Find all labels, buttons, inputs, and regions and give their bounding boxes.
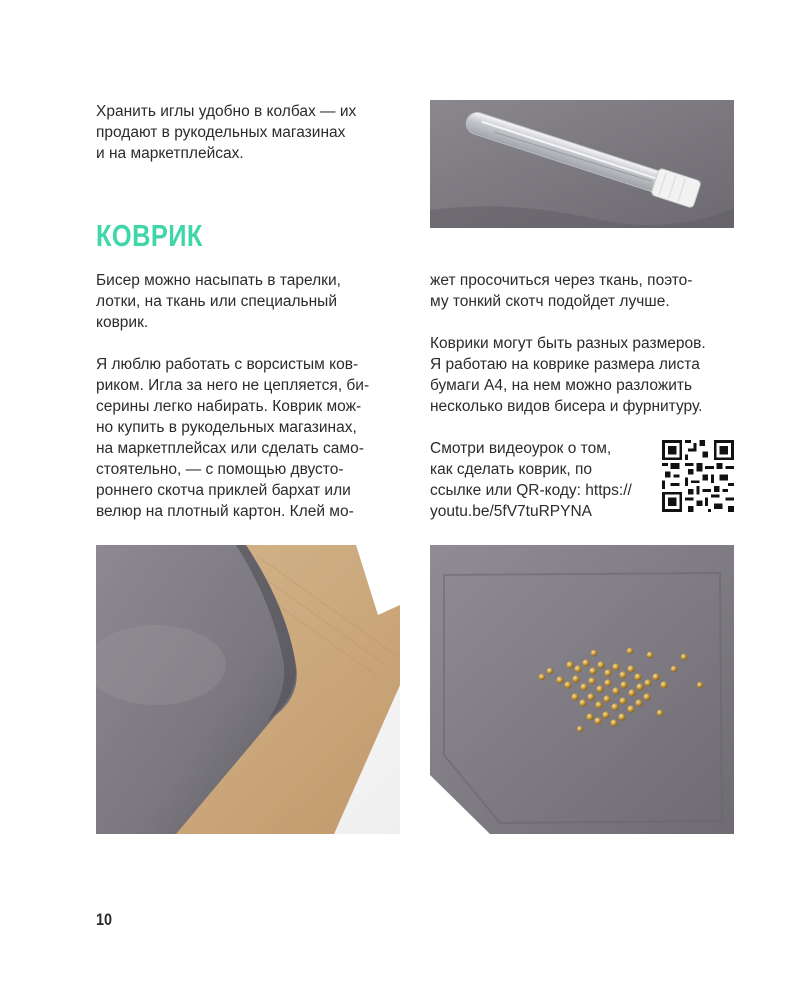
text-line: велюр на плотный картон. Клей мо- bbox=[96, 503, 354, 520]
left-column-text bbox=[96, 270, 369, 522]
text-line: бумаги А4, на нем можно разложить bbox=[430, 377, 693, 394]
text-line: му тонкий скотч подойдет лучше. bbox=[430, 293, 670, 310]
text-line: лотки, на ткань или специальный bbox=[96, 293, 337, 310]
text-line: Бисер можно насыпать в тарелки, bbox=[96, 272, 341, 289]
text-line: как сделать коврик, по bbox=[430, 461, 593, 478]
text-line: ссылке или QR-коду: https:// bbox=[430, 482, 632, 499]
text-line: серины легко набирать. Коврик мож- bbox=[96, 398, 362, 415]
video-link[interactable]: youtu.be/5fV7tuRPYNA bbox=[430, 503, 592, 520]
needle-tube-photo bbox=[430, 100, 734, 228]
text-line: на маркетплейсах или сделать само- bbox=[96, 440, 364, 457]
text-line: роннего скотча приклей бархат или bbox=[96, 482, 351, 499]
text-line: Хранить иглы удобно в колбах — их bbox=[96, 103, 357, 120]
text-line: Коврики могут быть разных размеров. bbox=[430, 335, 706, 352]
text-line: риком. Игла за него не цепляется, би- bbox=[96, 377, 370, 394]
text-line: жет просочиться через ткань, поэто- bbox=[430, 272, 693, 289]
text-line: Смотри видеоурок о том, bbox=[430, 440, 612, 457]
text-line: и на маркетплейсах. bbox=[96, 145, 244, 162]
text-line: продают в рукодельных магазинах bbox=[96, 124, 346, 141]
qr-code[interactable] bbox=[662, 440, 734, 512]
page-number: 10 bbox=[96, 910, 113, 929]
text-line: Я люблю работать с ворсистым ков- bbox=[96, 356, 359, 373]
text-line: коврик. bbox=[96, 314, 149, 331]
text-line: Я работаю на коврике размера листа bbox=[430, 356, 700, 373]
beads-on-mat-photo bbox=[430, 545, 734, 834]
text-line: стоятельно, — с помощью двусто- bbox=[96, 461, 344, 478]
section-heading: КОВРИК bbox=[96, 218, 203, 253]
velvet-cardboard-photo bbox=[96, 545, 400, 834]
text-line: несколько видов бисера и фурнитуру. bbox=[430, 398, 703, 415]
text-line: но купить в рукодельных магазинах, bbox=[96, 419, 357, 436]
intro-text bbox=[96, 101, 356, 164]
